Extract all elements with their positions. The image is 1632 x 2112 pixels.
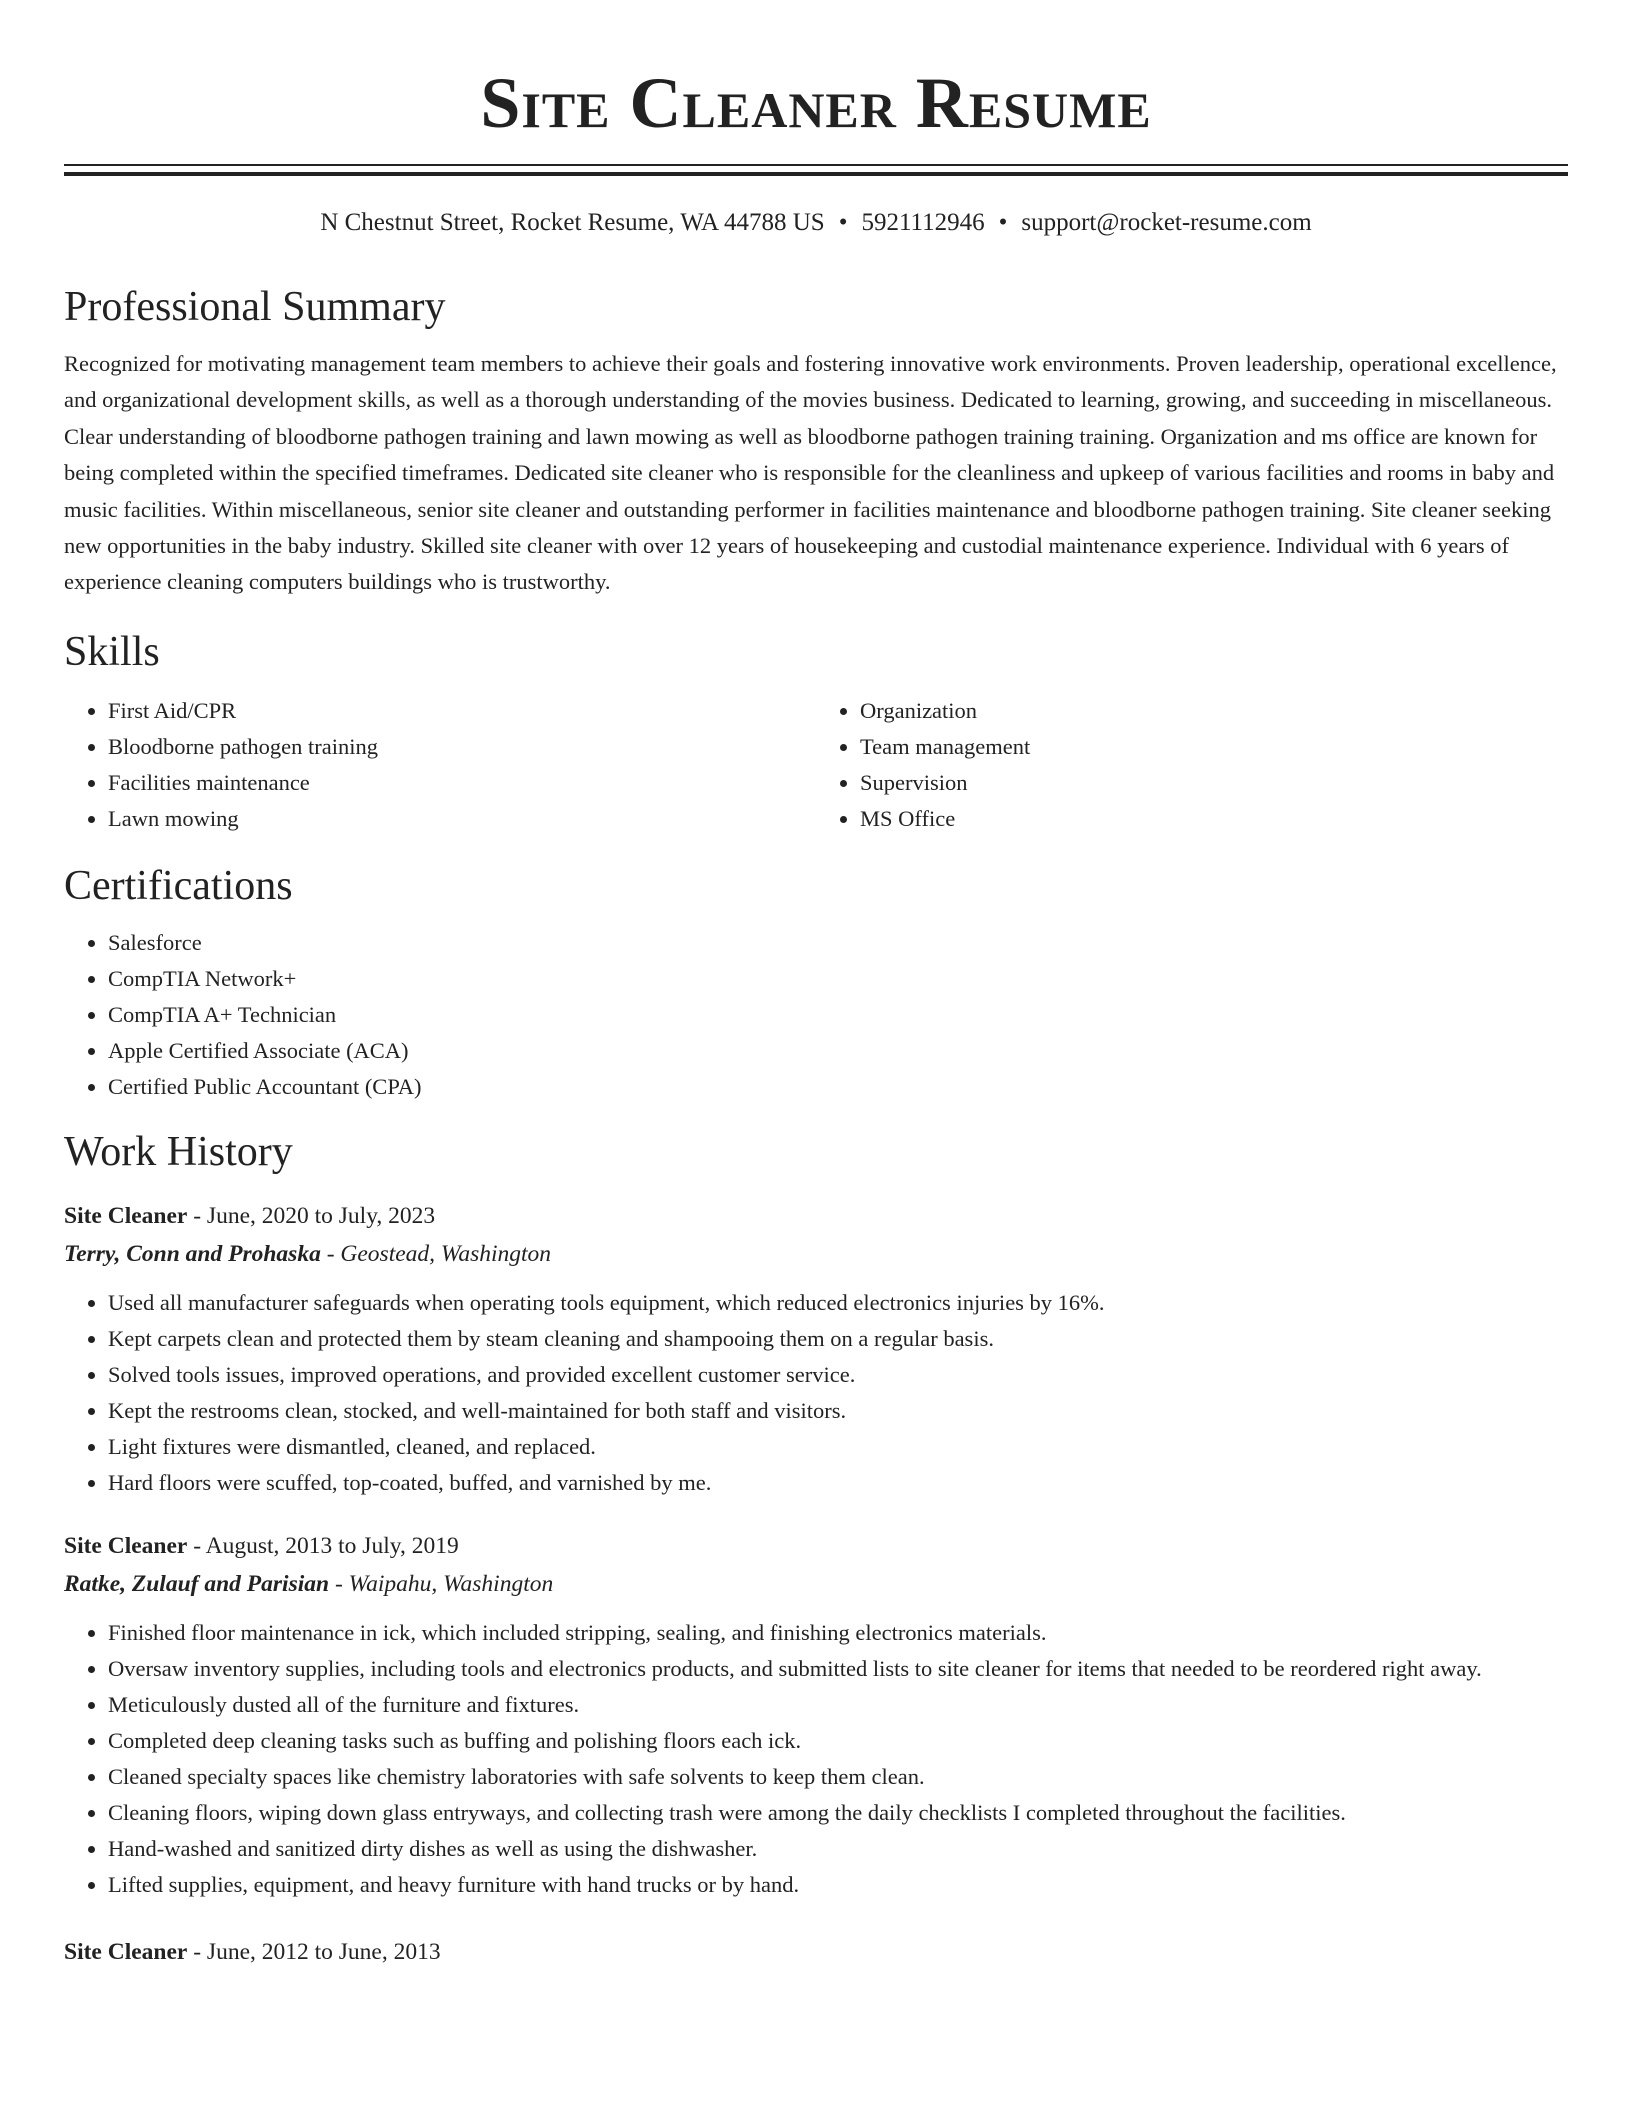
summary-heading: Professional Summary [64,284,446,330]
job-dates: - August, 2013 to July, 2019 [187,1532,459,1559]
skill-item: • First Aid/CPR [108,693,816,729]
skill-item: • Bloodborne pathogen training [108,729,816,765]
job-company: Ratke, Zulauf and Parisian [64,1570,330,1597]
skill-item: • Team management [860,729,1568,765]
job-company-line [64,1235,1568,1273]
skill-item: • MS Office [860,801,1568,837]
job-dates: - June, 2012 to June, 2013 [187,1938,441,1965]
job-location: - Geostead, Washington [320,1240,552,1267]
skill-item: • Lawn mowing [108,801,816,837]
job-title-line [64,1527,1568,1565]
contact-separator: • [838,209,848,236]
job-entry [64,1197,1568,1501]
job-bullet: • Kept the restrooms clean, stocked, and well-maintained for both staff and visitors. [108,1393,1568,1429]
skills-heading: Skills [64,628,160,675]
job-location: - Waipahu, Washington [329,1570,554,1597]
certification-item: • Apple Certified Associate (ACA) [108,1033,1568,1069]
job-title: Site Cleaner [64,1938,188,1965]
job-bullet: • Solved tools issues, improved operations, and provided excellent customer service. [108,1357,1568,1393]
certification-item: • Salesforce [108,925,1568,961]
job-bullet: • Cleaning floors, wiping down glass entryways, and collecting trash were among the daily checklists I completed throughout the facilities. [108,1795,1568,1831]
job-bullet: • Used all manufacturer safeguards when operating tools equipment, which reduced electronics injuries by 16%. [108,1285,1568,1321]
job-title-line [64,1197,1568,1235]
job-company-line [64,1565,1568,1603]
job-dates: - June, 2020 to July, 2023 [187,1202,436,1229]
job-entry [64,1933,1568,1971]
job-company: Terry, Conn and Prohaska [64,1240,321,1267]
job-bullets [64,1285,1568,1501]
skill-item: • Supervision [860,765,1568,801]
contact-address: N Chestnut Street, Rocket Resume, WA 44788 US [320,209,825,236]
job-bullets [64,1615,1568,1903]
job-entry [64,1527,1568,1903]
contact-email: support@rocket-resume.com [1021,209,1312,236]
job-bullet: • Finished floor maintenance in ick, which included stripping, sealing, and finishing electronics materials. [108,1615,1568,1651]
job-title-line [64,1933,1568,1971]
skill-item: • Facilities maintenance [108,765,816,801]
title-divider-thin [64,164,1568,166]
job-bullet: • Hard floors were scuffed, top-coated, buffed, and varnished by me. [108,1465,1568,1501]
job-bullet: • Lifted supplies, equipment, and heavy furniture with hand trucks or by hand. [108,1867,1568,1903]
job-bullet: • Completed deep cleaning tasks such as buffing and polishing floors each ick. [108,1723,1568,1759]
certification-item: • Certified Public Accountant (CPA) [108,1069,1568,1105]
job-bullet: • Cleaned specialty spaces like chemistry laboratories with safe solvents to keep them clean. [108,1759,1568,1795]
job-bullet: • Light fixtures were dismantled, cleaned, and replaced. [108,1429,1568,1465]
certification-item: • CompTIA A+ Technician [108,997,1568,1033]
skills-list [64,693,1568,837]
certifications-list [64,925,1568,1105]
certification-item: • CompTIA Network+ [108,961,1568,997]
contact-separator: • [998,209,1008,236]
resume-page [64,0,1568,1971]
skills-column-right [816,693,1568,837]
contact-phone: 5921112946 [861,209,985,236]
contact-line [64,206,1568,240]
skill-item: • Organization [860,693,1568,729]
job-bullet: • Kept carpets clean and protected them by steam cleaning and shampooing them on a regular basis. [108,1321,1568,1357]
page-title: Site Cleaner Resume [480,63,1152,143]
job-bullet: • Hand-washed and sanitized dirty dishes as well as using the dishwasher. [108,1831,1568,1867]
job-bullet: • Oversaw inventory supplies, including tools and electronics products, and submitted lists to site cleaner for items that needed to be reordered right away. [108,1651,1568,1687]
skills-column-left [64,693,816,837]
job-title: Site Cleaner [64,1532,188,1559]
job-bullet: • Meticulously dusted all of the furniture and fixtures. [108,1687,1568,1723]
job-title: Site Cleaner [64,1202,188,1229]
title-divider-thick [64,172,1568,176]
work-history-heading: Work History [64,1128,293,1175]
certifications-heading: Certifications [64,862,293,909]
summary-text: Recognized for motivating management team members to achieve their goals and fostering innovative work environments. Proven leadership, operational excellence, and organizational development skills, as well as a thorough understanding of the movies business. Dedicated to learning, growing, and succeeding in miscellaneous. Clear understanding of bloodborne pathogen training and lawn mowing as well as bloodborne pathogen training training. Organization and ms office are known for being completed within the specified timeframes. Dedicated site cleaner who is responsible for the cleanliness and upkeep of various facilities and rooms in baby and music facilities. Within miscellaneous, senior site cleaner and outstanding performer in facilities maintenance and bloodborne pathogen training. Site cleaner seeking new opportunities in the baby industry. Skilled site cleaner with over 12 years of housekeeping and custodial maintenance experience. Individual with 6 years of experience cleaning computers buildings who is trustworthy. [64,351,1557,595]
